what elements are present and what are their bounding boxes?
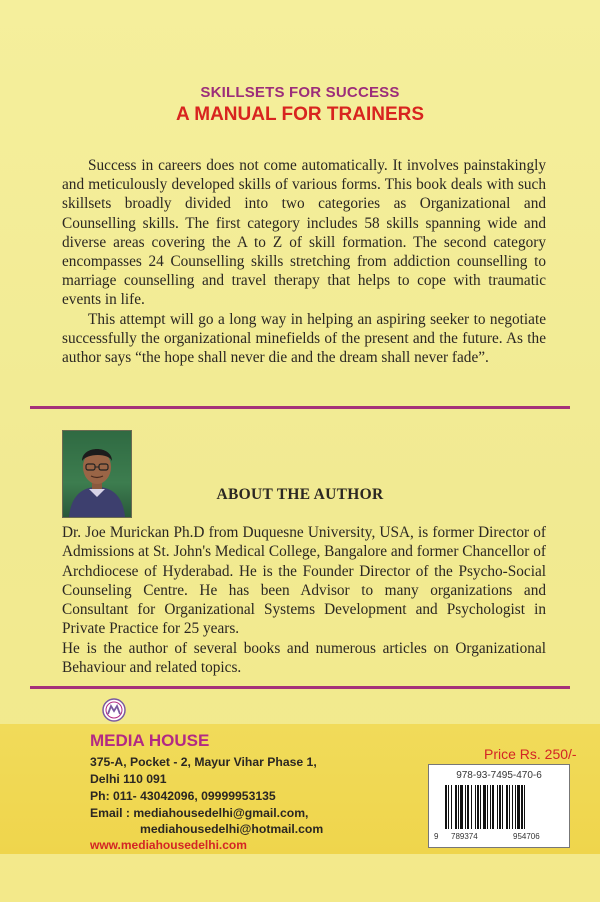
author-bio-2: He is the author of several books and numerous articles on Organizational Behaviour and related topics. bbox=[62, 640, 546, 677]
barcode-lead-digit: 9 bbox=[434, 832, 439, 841]
book-title: A MANUAL FOR TRAINERS bbox=[175, 104, 425, 125]
publisher-address-line2: Delhi 110 091 bbox=[90, 772, 167, 786]
divider-top bbox=[30, 406, 570, 409]
barcode-graphic bbox=[445, 785, 553, 831]
publisher-name: MEDIA HOUSE bbox=[90, 731, 210, 750]
publisher-address-line1: 375-A, Pocket - 2, Mayur Vihar Phase 1, bbox=[90, 755, 317, 769]
isbn-number: 978-93-7495-470-6 bbox=[456, 770, 542, 781]
barcode-right-digits: 954706 bbox=[513, 832, 540, 841]
publisher-email-1: Email : mediahousedelhi@gmail.com, bbox=[90, 806, 309, 820]
divider-bottom bbox=[30, 686, 570, 689]
author-bio: Dr. Joe Murickan Ph.D from Duquesne University, USA, is former Director of Admissions at St. John's Medical College, Bangalore and former Chancellor of Archdiocese of Hyderabad. He is the Founder Director of the Psycho-Social Counseling Centre. He has been Advisor to many organizations and Consultant for Organizational Systems Development and Psychologist in Private Practice for 25 years. bbox=[62, 524, 546, 638]
publisher-phone: Ph: 011- 43042096, 09999953135 bbox=[90, 789, 276, 803]
publisher-logo-icon bbox=[102, 698, 126, 722]
about-author-heading: ABOUT THE AUTHOR bbox=[216, 486, 384, 503]
blurb-paragraph-2: This attempt will go a long way in helping an aspiring seeker to negotiate successfully the organizational minefields of the present and the future. As the author says “the hope shall never die and the dream shall never fade”. bbox=[62, 311, 546, 367]
author-photo bbox=[62, 430, 132, 518]
book-subtitle: SKILLSETS FOR SUCCESS bbox=[200, 84, 400, 101]
publisher-email-2: mediahousedelhi@hotmail.com bbox=[140, 822, 324, 836]
price-label: Price Rs. 250/- bbox=[484, 746, 577, 762]
publisher-website: www.mediahousedelhi.com bbox=[90, 838, 247, 852]
blurb-paragraph-1: Success in careers does not come automatically. It involves painstakingly and meticulously developed skills of various forms. This book deals with such skillsets broadly divided into two categories as Organizational and Counselling skills. The first category includes 58 skills spanning wide and diverse areas covering the A to Z of skill formation. The second category encompasses 24 Counselling skills stretching from addiction counselling to marriage counselling and travel therapy that helps to cope with traumatic events in life. bbox=[62, 157, 546, 309]
barcode-left-digits: 789374 bbox=[451, 832, 478, 841]
isbn-barcode-box bbox=[428, 764, 570, 848]
